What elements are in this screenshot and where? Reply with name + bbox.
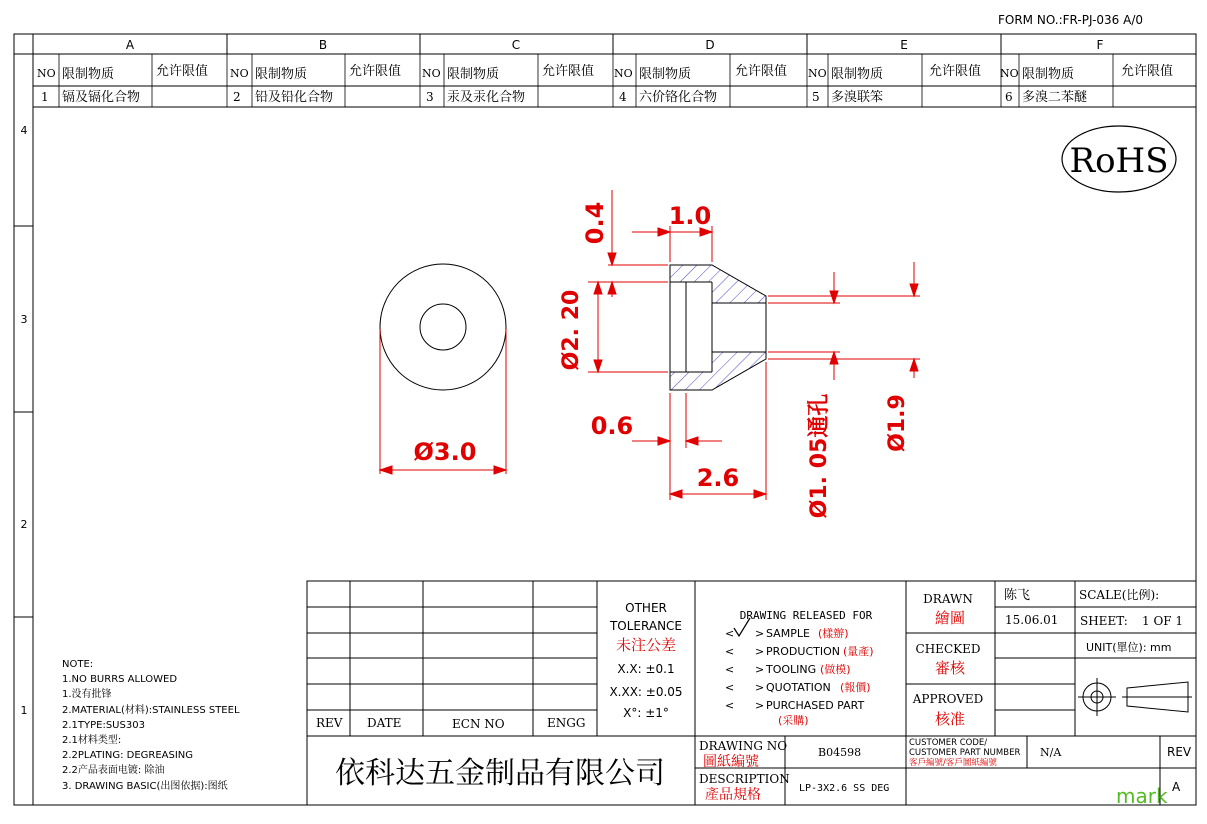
release-quotation-cn: (報價) — [840, 681, 871, 694]
zone-a: A — [125, 38, 135, 52]
svg-text:<: < — [725, 681, 735, 694]
release-sample-cn: (樣辦) — [818, 627, 849, 640]
front-view — [380, 264, 506, 390]
drawn-label: DRAWN — [923, 592, 973, 606]
release-options — [725, 618, 874, 727]
svg-text:<: < — [725, 627, 735, 640]
rohs-label: RoHS — [1069, 141, 1169, 181]
header-no-5: NO — [808, 67, 827, 80]
tolerance-angle: X°: ±1° — [623, 706, 669, 720]
projection-symbol-icon — [1078, 678, 1192, 716]
date-header: DATE — [367, 716, 402, 730]
ecn-header: ECN NO — [452, 717, 505, 731]
approved-label: APPROVED — [912, 692, 984, 706]
customer-part-label: CUSTOMER PART NUMBER — [909, 748, 1021, 758]
checked-label-cn: 審核 — [934, 659, 966, 677]
header-limit-1: 允许限值 — [156, 64, 209, 79]
substance-name-4: 六价铬化合物 — [639, 90, 718, 105]
approved-label-cn: 核准 — [934, 710, 966, 728]
tolerance-title-1: OTHER — [625, 601, 667, 615]
note-line: 2.2PLATING: DEGREASING — [62, 750, 194, 761]
release-quotation: QUOTATION — [766, 681, 831, 694]
substance-no-4: 4 — [619, 90, 627, 104]
drawing-no-label-cn: 圖紙編號 — [703, 754, 759, 770]
header-limit-5: 允许限值 — [929, 64, 982, 79]
section-dimensions — [588, 190, 920, 500]
drawn-date: 15.06.01 — [1005, 613, 1059, 627]
sheet-value: 1 OF 1 — [1142, 614, 1184, 628]
svg-text:>: > — [755, 645, 765, 658]
zone-b: B — [318, 38, 328, 52]
dim-tip-diameter-label: Ø1.9 — [885, 394, 910, 452]
row-1: 1 — [20, 704, 28, 717]
description-value: LP-3X2.6 SS DEG — [799, 783, 890, 794]
note-line: 2.MATERIAL(材料):STAINLESS STEEL — [62, 705, 240, 716]
header-no-4: NO — [614, 67, 633, 80]
header-no-2: NO — [230, 67, 249, 80]
engg-header: ENGG — [547, 716, 586, 730]
watermark: mark — [1116, 784, 1168, 808]
svg-text:<: < — [725, 699, 735, 712]
header-substance-4: 限制物质 — [639, 67, 692, 82]
svg-text:>: > — [755, 663, 765, 676]
checked-label: CHECKED — [915, 642, 981, 656]
drawing-no-label: DRAWING NO — [699, 739, 788, 753]
release-sample: SAMPLE — [766, 627, 810, 640]
rev-value: A — [1172, 780, 1181, 794]
release-purchased: PURCHASED PART — [766, 699, 865, 712]
header-substance-2: 限制物质 — [255, 67, 308, 82]
drawn-name: 陈飞 — [1004, 588, 1031, 603]
note-line: 1.NO BURRS ALLOWED — [62, 674, 178, 685]
header-limit-6: 允许限值 — [1121, 64, 1174, 79]
dim-outer-diameter-label: Ø3.0 — [413, 438, 477, 466]
substance-name-2: 铅及铅化合物 — [255, 90, 334, 105]
row-4: 4 — [20, 124, 28, 137]
section-view — [670, 265, 766, 390]
tolerance-x2: X.XX: ±0.05 — [609, 685, 683, 699]
header-substance-6: 限制物质 — [1022, 67, 1075, 82]
tolerance-title-2: TOLERANCE — [609, 619, 683, 633]
note-line: 2.2产品表面电镀: 除油 — [62, 765, 165, 776]
note-line: 1.没有批锋 — [62, 689, 112, 700]
zone-c: C — [511, 38, 521, 52]
substance-no-6: 6 — [1005, 90, 1013, 104]
note-line: 2.1材料类型: — [62, 735, 122, 746]
sheet-label: SHEET: — [1080, 614, 1128, 628]
header-no-6: NO — [1000, 67, 1019, 80]
dim-top-step-label: 0.4 — [581, 201, 609, 245]
dim-head-length-label: 1.0 — [668, 202, 712, 230]
scale-label: SCALE(比例): — [1079, 588, 1160, 602]
customer-code-label: CUSTOMER CODE/ — [909, 738, 988, 748]
substance-name-5: 多溴联笨 — [831, 90, 884, 105]
description-label: DESCRIPTION — [699, 772, 790, 786]
form-number: FORM NO.:FR-PJ-036 A/0 — [998, 13, 1144, 27]
customer-label-cn: 客戶編號/客戶圖紙編號 — [909, 758, 997, 768]
zone-markers — [227, 34, 1001, 54]
svg-text:>: > — [755, 627, 765, 640]
note-line: 2.1TYPE:SUS303 — [62, 720, 145, 731]
substance-name-3: 汞及汞化合物 — [447, 90, 526, 105]
company-name: 依科达五金制品有限公司 — [335, 756, 665, 791]
tolerance-x1: X.X: ±0.1 — [617, 662, 675, 676]
release-purchased-cn: (采購) — [778, 714, 809, 727]
header-no-1: NO — [37, 67, 56, 80]
dim-bore-label: Ø1. 05通孔 — [807, 393, 832, 519]
release-production: PRODUCTION — [766, 645, 840, 658]
dim-total-length-label: 2.6 — [696, 464, 740, 492]
substance-no-1: 1 — [41, 90, 49, 104]
row-2: 2 — [20, 518, 28, 531]
svg-text:<: < — [725, 663, 735, 676]
svg-text:>: > — [755, 699, 765, 712]
header-substance-5: 限制物质 — [831, 67, 884, 82]
zone-e: E — [900, 38, 908, 52]
header-substance-1: 限制物质 — [62, 67, 115, 82]
header-limit-4: 允许限值 — [735, 64, 788, 79]
svg-text:>: > — [755, 681, 765, 694]
drawn-label-cn: 繪圖 — [934, 609, 966, 627]
header-no-3: NO — [422, 67, 441, 80]
tolerance-title-cn: 未注公差 — [615, 636, 677, 654]
zone-d: D — [705, 38, 715, 52]
dim-wall-label: 0.6 — [590, 412, 634, 440]
release-production-cn: (量產) — [843, 645, 874, 658]
notes — [62, 659, 240, 792]
substance-name-1: 镉及镉化合物 — [62, 90, 141, 105]
header-substance-3: 限制物质 — [447, 67, 500, 82]
dim-head-diameter-label: Ø2. 20 — [559, 289, 584, 371]
drawing-no-value: B04598 — [818, 746, 862, 759]
header-limit-3: 允许限值 — [542, 64, 595, 79]
svg-text:<: < — [725, 645, 735, 658]
header-limit-2: 允许限值 — [349, 64, 402, 79]
substance-no-3: 3 — [426, 90, 434, 104]
restricted-substances-table — [33, 54, 1196, 107]
description-label-cn: 產品規格 — [705, 787, 761, 803]
substance-no-2: 2 — [233, 90, 241, 104]
note-line: 3. DRAWING BASIC(出图依据):图纸 — [62, 781, 228, 792]
unit-label: UNIT(單位): mm — [1086, 641, 1172, 654]
zone-f: F — [1096, 38, 1104, 52]
rev-header: REV — [316, 716, 343, 730]
substance-name-6: 多溴二苯醚 — [1022, 90, 1088, 105]
note-line: NOTE: — [62, 659, 94, 670]
row-3: 3 — [20, 313, 28, 326]
release-tooling-cn: (做模) — [820, 663, 851, 676]
rev-label: REV — [1167, 745, 1192, 759]
release-title: DRAWING RELEASED FOR — [739, 609, 873, 622]
substance-no-5: 5 — [812, 90, 820, 104]
release-tooling: TOOLING — [766, 663, 817, 676]
customer-value: N/A — [1040, 746, 1062, 759]
